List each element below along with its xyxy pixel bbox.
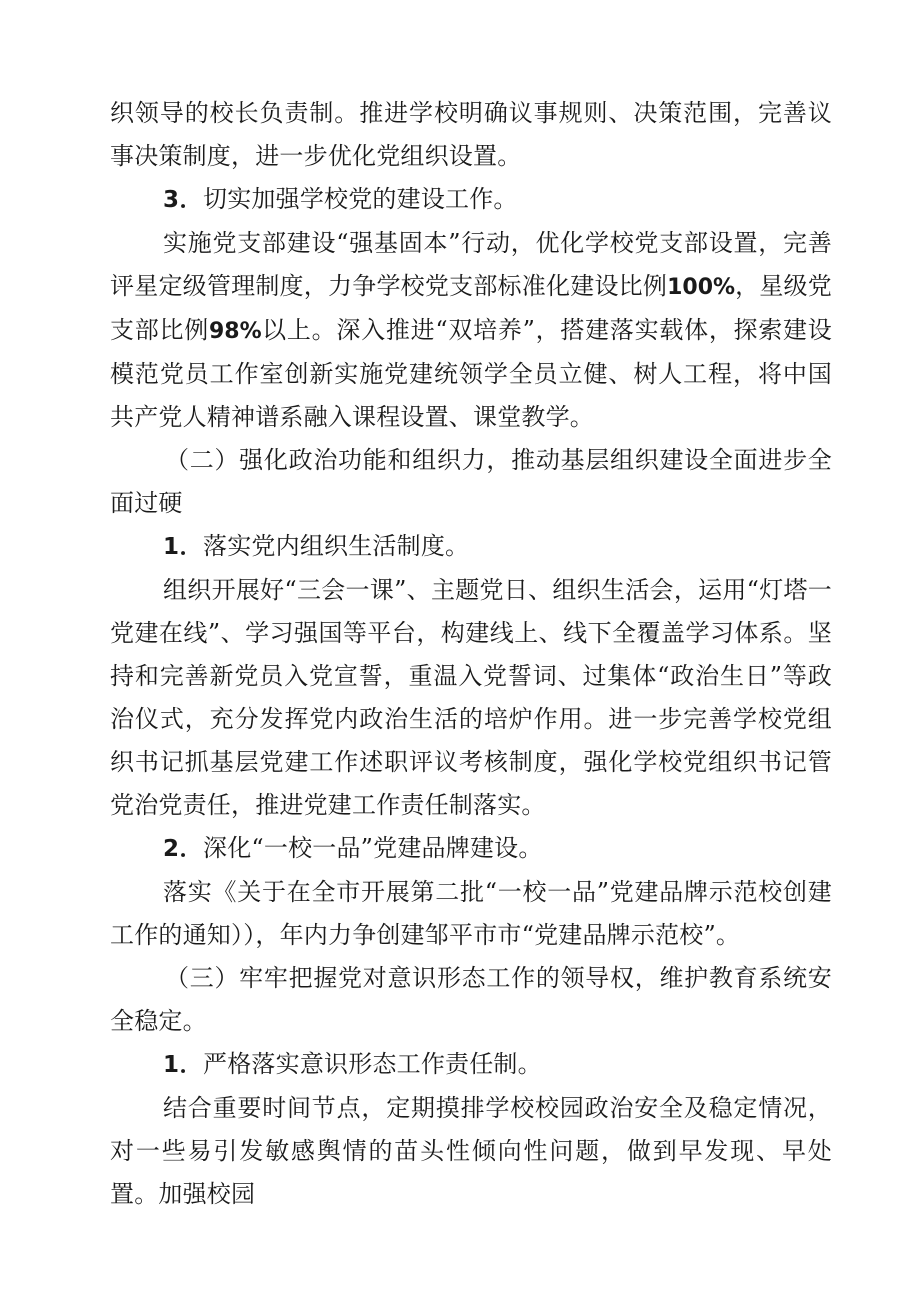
document-text-body: [110, 92, 832, 1301]
item-text: 深化“一校一品”党建品牌建设。: [203, 834, 543, 862]
metric-standardization-rate: 100%: [667, 275, 736, 300]
item-number-separator: ．: [179, 534, 204, 560]
metric-star-rated-rate: 98%: [208, 319, 262, 344]
paragraph-brand-notice: 落实《关于在全市开展第二批“一校一品”党建品牌示范校创建工作的通知）），年内力争创建邹平市市“党建品牌示范校”。: [110, 878, 832, 949]
item-number-separator: ．: [179, 1052, 204, 1078]
item-number: 1: [163, 1052, 180, 1078]
item-number: 1: [163, 534, 180, 560]
numbered-item-3: [110, 178, 832, 222]
item-number: 2: [163, 836, 180, 862]
section-heading-three: （三）牢牢把握党对意识形态工作的领导权，维护教育系统安全稳定。: [110, 964, 832, 1035]
page-bottom-whitespace: [110, 1216, 832, 1301]
item-number-separator: ．: [179, 836, 204, 862]
item-text: 严格落实意识形态工作责任制。: [203, 1050, 542, 1078]
text-segment-b: ，星级党支部比例: [110, 272, 832, 344]
section-heading-two: （二）强化政治功能和组织力，推动基层组织建设全面进步全面过硬: [110, 446, 832, 517]
item-text: 落实党内组织生活制度。: [203, 532, 470, 560]
item-text: 切实加强学校党的建设工作。: [203, 185, 518, 213]
item-number-separator: ．: [179, 187, 204, 213]
text-segment-a: 实施党支部建设“强基固本”行动，优化学校党支部设置，完善评星定级管理制度，力争学校党支部标准化建设比例: [110, 229, 832, 300]
text-segment-c: 以上。深入推进“双培养”，搭建落实载体，探索建设模范党员工作室创新实施党建统领学全员立健、树人工程，将中国共产党人精神谱系融入课程设置、课堂教学。: [110, 316, 832, 431]
paragraph-organizational-life: 组织开展好“三会一课”、主题党日、组织生活会，运用“灯塔一党建在线”、学习强国等平台，构建线上、线下全覆盖学习体系。坚持和完善新党员入党宣誓，重温入党誓词、过集体“政治生日”等政治仪式，充分发挥党内政治生活的培炉作用。进一步完善学校党组织书记抓基层党建工作述职评议考核制度，强化学校党组织书记管党治党责任，推进党建工作责任制落实。: [110, 576, 832, 819]
paragraph-campus-stability: 结合重要时间节点，定期摸排学校校园政治安全及稳定情况，对一些易引发敏感舆情的苗头性倾向性问题，做到早发现、早处置。加强校园: [110, 1094, 832, 1208]
paragraph-party-branch-building: [110, 222, 832, 439]
numbered-item-2-brand: [110, 827, 832, 871]
paragraph-continuation: 织领导的校长负责制。推进学校明确议事规则、决策范围，完善议事决策制度，进一步优化党组织设置。: [110, 99, 832, 170]
item-number: 3: [163, 187, 180, 213]
numbered-item-1-inner-life: [110, 525, 832, 569]
numbered-item-1-ideology: [110, 1043, 832, 1087]
